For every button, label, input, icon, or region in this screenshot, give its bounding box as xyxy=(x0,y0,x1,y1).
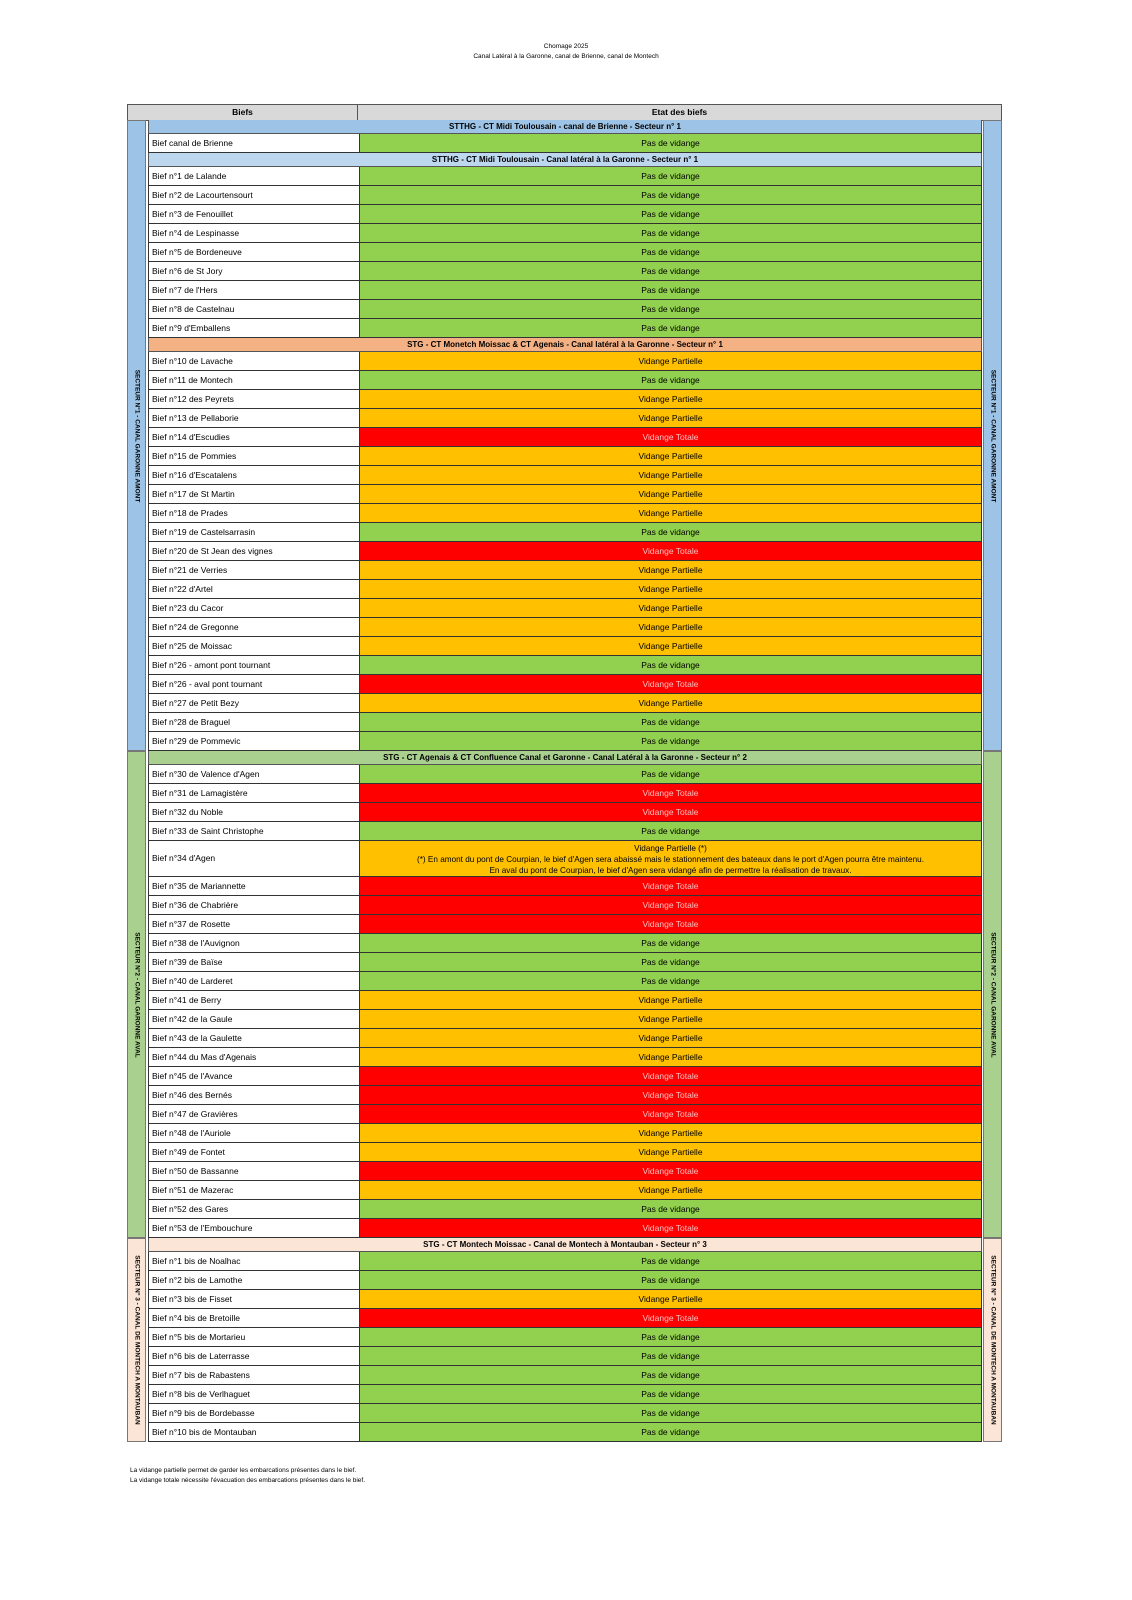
bief-state-label: Vidange Partielle (*) xyxy=(634,844,707,853)
table-row xyxy=(148,224,982,243)
bief-state xyxy=(360,841,982,877)
bief-name: Bief n°8 bis de Verlhaguet xyxy=(148,1385,360,1404)
bief-name: Bief n°6 bis de Laterrasse xyxy=(148,1347,360,1366)
bief-state: Vidange Totale xyxy=(360,542,982,561)
bief-state: Pas de vidange xyxy=(360,713,982,732)
bief-state: Pas de vidange xyxy=(360,1404,982,1423)
bief-name: Bief n°7 de l'Hers xyxy=(148,281,360,300)
bief-name: Bief n°3 bis de Fisset xyxy=(148,1290,360,1309)
bief-state: Vidange Partielle xyxy=(360,1010,982,1029)
table-row xyxy=(148,803,982,822)
bief-name: Bief n°21 de Verries xyxy=(148,561,360,580)
bief-name: Bief n°1 de Lalande xyxy=(148,167,360,186)
bief-state: Vidange Totale xyxy=(360,1309,982,1328)
bief-name: Bief n°2 bis de Lamothe xyxy=(148,1271,360,1290)
bief-state: Vidange Totale xyxy=(360,1086,982,1105)
bief-state: Pas de vidange xyxy=(360,300,982,319)
bief-name: Bief n°13 de Pellaborie xyxy=(148,409,360,428)
bief-name: Bief n°40 de Larderet xyxy=(148,972,360,991)
bief-name: Bief canal de Brienne xyxy=(148,134,360,153)
table-row xyxy=(148,991,982,1010)
bief-name: Bief n°28 de Braguel xyxy=(148,713,360,732)
table-row xyxy=(148,1200,982,1219)
bief-state: Vidange Totale xyxy=(360,1105,982,1124)
bief-name: Bief n°47 de Gravières xyxy=(148,1105,360,1124)
table-row xyxy=(148,409,982,428)
table-row xyxy=(148,1162,982,1181)
table-row xyxy=(148,953,982,972)
bief-state: Vidange Partielle xyxy=(360,618,982,637)
bief-state: Pas de vidange xyxy=(360,1347,982,1366)
table-row xyxy=(148,694,982,713)
table-row xyxy=(148,1181,982,1200)
bief-name: Bief n°23 du Cacor xyxy=(148,599,360,618)
bief-state: Pas de vidange xyxy=(360,934,982,953)
document-title-block xyxy=(0,42,1132,62)
bief-state: Pas de vidange xyxy=(360,167,982,186)
table-row xyxy=(148,167,982,186)
table-row xyxy=(148,877,982,896)
table-row xyxy=(148,300,982,319)
bief-state: Vidange Partielle xyxy=(360,694,982,713)
table-row xyxy=(148,262,982,281)
footnote-partielle: La vidange partielle permet de garder les embarcations présentes dans le bief. xyxy=(130,1467,357,1474)
bief-name: Bief n°43 de la Gaulette xyxy=(148,1029,360,1048)
bief-state: Pas de vidange xyxy=(360,243,982,262)
bief-name: Bief n°5 de Bordeneuve xyxy=(148,243,360,262)
bief-name: Bief n°4 de Lespinasse xyxy=(148,224,360,243)
bief-state: Pas de vidange xyxy=(360,134,982,153)
bief-name: Bief n°48 de l'Auriole xyxy=(148,1124,360,1143)
bief-state: Vidange Partielle xyxy=(360,637,982,656)
bief-name: Bief n°29 de Pommevic xyxy=(148,732,360,751)
bief-state: Vidange Totale xyxy=(360,784,982,803)
bief-state: Vidange Totale xyxy=(360,1067,982,1086)
bief-state: Vidange Partielle xyxy=(360,504,982,523)
table-row xyxy=(148,205,982,224)
bief-name: Bief n°2 de Lacourtensourt xyxy=(148,186,360,205)
bief-state: Pas de vidange xyxy=(360,972,982,991)
table-row xyxy=(148,915,982,934)
bief-state: Vidange Partielle xyxy=(360,447,982,466)
bief-state: Vidange Totale xyxy=(360,428,982,447)
bief-name: Bief n°53 de l'Embouchure xyxy=(148,1219,360,1238)
table-row xyxy=(148,466,982,485)
table-row xyxy=(148,1105,982,1124)
group-header: STTHG - CT Midi Toulousain - canal de Brienne - Secteur n° 1 xyxy=(148,120,982,134)
table-row xyxy=(148,281,982,300)
table-row xyxy=(148,1309,982,1328)
bief-state-note: En aval du pont de Courpian, le bief d'Agen sera vidangé afin de permettre la réalisation de travaux. xyxy=(489,866,852,875)
bief-name: Bief n°49 de Fontet xyxy=(148,1143,360,1162)
table-row xyxy=(148,841,982,877)
table-row xyxy=(148,1029,982,1048)
bief-state: Vidange Totale xyxy=(360,675,982,694)
footnote-totale: La vidange totale nécessite l'évacuation des embarcations présentes dans le bief. xyxy=(130,1477,366,1484)
sector-3 xyxy=(127,1238,1002,1442)
table-row xyxy=(148,675,982,694)
table-row xyxy=(148,1010,982,1029)
sector-band-right xyxy=(983,751,1002,1238)
table-row xyxy=(148,1086,982,1105)
bief-name: Bief n°18 de Prades xyxy=(148,504,360,523)
table-row xyxy=(148,1385,982,1404)
bief-state: Vidange Partielle xyxy=(360,580,982,599)
bief-state: Pas de vidange xyxy=(360,1366,982,1385)
bief-name: Bief n°34 d'Agen xyxy=(148,841,360,877)
bief-state: Pas de vidange xyxy=(360,319,982,338)
sector-band-left xyxy=(127,120,146,751)
bief-name: Bief n°15 de Pommies xyxy=(148,447,360,466)
table-row xyxy=(148,371,982,390)
sector-body xyxy=(148,751,982,1238)
group-header: STG - CT Agenais & CT Confluence Canal et Garonne - Canal Latéral à la Garonne - Secteur n° 2 xyxy=(148,751,982,765)
table-row xyxy=(148,134,982,153)
bief-name: Bief n°36 de Chabrière xyxy=(148,896,360,915)
bief-name: Bief n°17 de St Martin xyxy=(148,485,360,504)
bief-state: Pas de vidange xyxy=(360,523,982,542)
bief-state: Pas de vidange xyxy=(360,656,982,675)
bief-name: Bief n°12 des Peyrets xyxy=(148,390,360,409)
table-row xyxy=(148,542,982,561)
bief-name: Bief n°38 de l'Auvignon xyxy=(148,934,360,953)
table-row xyxy=(148,580,982,599)
bief-state: Vidange Totale xyxy=(360,1162,982,1181)
bief-name: Bief n°45 de l'Avance xyxy=(148,1067,360,1086)
bief-state: Vidange Partielle xyxy=(360,991,982,1010)
sector-band-label: SECTEUR N° 3 - CANAL DE MONTECH A MONTAUBAN xyxy=(989,1255,996,1425)
bief-name: Bief n°20 de St Jean des vignes xyxy=(148,542,360,561)
bief-name: Bief n°9 bis de Bordebasse xyxy=(148,1404,360,1423)
table-row xyxy=(148,1252,982,1271)
footnotes xyxy=(130,1466,365,1486)
bief-name: Bief n°44 du Mas d'Agenais xyxy=(148,1048,360,1067)
bief-state: Vidange Partielle xyxy=(360,599,982,618)
bief-name: Bief n°10 de Lavache xyxy=(148,352,360,371)
bief-state: Vidange Partielle xyxy=(360,466,982,485)
bief-state: Pas de vidange xyxy=(360,765,982,784)
bief-name: Bief n°14 d'Escudies xyxy=(148,428,360,447)
document-title: Chomage 2025 xyxy=(543,43,589,50)
table-row xyxy=(148,561,982,580)
bief-name: Bief n°19 de Castelsarrasin xyxy=(148,523,360,542)
table-row xyxy=(148,637,982,656)
sector-band-left xyxy=(127,751,146,1238)
sector-band-label: SECTEUR N° 3 - CANAL DE MONTECH A MONTAUBAN xyxy=(133,1255,140,1425)
bief-name: Bief n°41 de Berry xyxy=(148,991,360,1010)
bief-state: Pas de vidange xyxy=(360,1200,982,1219)
sector-band-left xyxy=(127,1238,146,1442)
table-row xyxy=(148,1347,982,1366)
bief-name: Bief n°35 de Mariannette xyxy=(148,877,360,896)
bief-name: Bief n°52 des Gares xyxy=(148,1200,360,1219)
table-row xyxy=(148,1404,982,1423)
bief-state: Vidange Partielle xyxy=(360,1181,982,1200)
table-row xyxy=(148,1290,982,1309)
table-row xyxy=(148,934,982,953)
bief-name: Bief n°39 de Baïse xyxy=(148,953,360,972)
group-header: STTHG - CT Midi Toulousain - Canal latéral à la Garonne - Secteur n° 1 xyxy=(148,153,982,167)
bief-state: Pas de vidange xyxy=(360,732,982,751)
table-row xyxy=(148,319,982,338)
bief-state: Vidange Totale xyxy=(360,1219,982,1238)
bief-state: Vidange Totale xyxy=(360,915,982,934)
table-header xyxy=(127,104,1002,120)
bief-name: Bief n°6 de St Jory xyxy=(148,262,360,281)
bief-state: Vidange Partielle xyxy=(360,1048,982,1067)
table-row xyxy=(148,1067,982,1086)
table-row xyxy=(148,390,982,409)
bief-name: Bief n°1 bis de Noalhac xyxy=(148,1252,360,1271)
table-row xyxy=(148,732,982,751)
bief-name: Bief n°30 de Valence d'Agen xyxy=(148,765,360,784)
bief-state: Pas de vidange xyxy=(360,1271,982,1290)
sector-1 xyxy=(127,120,1002,751)
bief-state: Vidange Partielle xyxy=(360,1124,982,1143)
table-row xyxy=(148,1219,982,1238)
sector-band-label: SECTEUR N°1 - CANAL GARONNE AMONT xyxy=(133,369,140,502)
table-row xyxy=(148,523,982,542)
table-row xyxy=(148,1423,982,1442)
bief-state: Pas de vidange xyxy=(360,1328,982,1347)
bief-name: Bief n°4 bis de Bretoille xyxy=(148,1309,360,1328)
bief-state: Pas de vidange xyxy=(360,186,982,205)
column-header-etat: Etat des biefs xyxy=(357,104,1002,121)
bief-state: Vidange Partielle xyxy=(360,390,982,409)
bief-state: Pas de vidange xyxy=(360,281,982,300)
bief-name: Bief n°27 de Petit Bezy xyxy=(148,694,360,713)
table-row xyxy=(148,784,982,803)
bief-name: Bief n°37 de Rosette xyxy=(148,915,360,934)
bief-name: Bief n°46 des Bernés xyxy=(148,1086,360,1105)
document-subtitle: Canal Latéral à la Garonne, canal de Brienne, canal de Montech xyxy=(473,53,659,60)
bief-state: Vidange Partielle xyxy=(360,1290,982,1309)
table-row xyxy=(148,504,982,523)
bief-state: Vidange Partielle xyxy=(360,561,982,580)
table-row xyxy=(148,599,982,618)
sector-body xyxy=(148,1238,982,1442)
bief-name: Bief n°33 de Saint Christophe xyxy=(148,822,360,841)
bief-state: Vidange Totale xyxy=(360,896,982,915)
table-row xyxy=(148,485,982,504)
sector-band-right xyxy=(983,120,1002,751)
bief-name: Bief n°5 bis de Mortarieu xyxy=(148,1328,360,1347)
bief-state: Pas de vidange xyxy=(360,224,982,243)
bief-name: Bief n°16 d'Escatalens xyxy=(148,466,360,485)
table-row xyxy=(148,352,982,371)
sectors-container xyxy=(127,120,1002,1442)
bief-state: Pas de vidange xyxy=(360,822,982,841)
bief-name: Bief n°10 bis de Montauban xyxy=(148,1423,360,1442)
table-row xyxy=(148,243,982,262)
sector-band-right xyxy=(983,1238,1002,1442)
table-row xyxy=(148,618,982,637)
table-row xyxy=(148,1328,982,1347)
table-row xyxy=(148,1366,982,1385)
table-row xyxy=(148,447,982,466)
group-header: STG - CT Monetch Moissac & CT Agenais - Canal latéral à la Garonne - Secteur n° 1 xyxy=(148,338,982,352)
bief-state: Vidange Partielle xyxy=(360,485,982,504)
bief-name: Bief n°31 de Lamagistère xyxy=(148,784,360,803)
sector-body xyxy=(148,120,982,751)
table-row xyxy=(148,972,982,991)
bief-state: Pas de vidange xyxy=(360,262,982,281)
bief-state: Vidange Partielle xyxy=(360,409,982,428)
bief-name: Bief n°7 bis de Rabastens xyxy=(148,1366,360,1385)
bief-name: Bief n°9 d'Emballens xyxy=(148,319,360,338)
bief-name: Bief n°50 de Bassanne xyxy=(148,1162,360,1181)
bief-status-table xyxy=(127,104,1002,1442)
sector-band-label: SECTEUR N°2 - CANAL GARONNE AVAL xyxy=(133,931,140,1058)
group-header: STG - CT Montech Moissac - Canal de Montech à Montauban - Secteur n° 3 xyxy=(148,1238,982,1252)
bief-name: Bief n°3 de Fenouillet xyxy=(148,205,360,224)
bief-state: Vidange Partielle xyxy=(360,1143,982,1162)
bief-state: Pas de vidange xyxy=(360,1385,982,1404)
bief-name: Bief n°42 de la Gaule xyxy=(148,1010,360,1029)
bief-name: Bief n°26 - aval pont tournant xyxy=(148,675,360,694)
bief-state: Vidange Totale xyxy=(360,803,982,822)
column-header-biefs: Biefs xyxy=(127,104,358,121)
table-row xyxy=(148,428,982,447)
table-row xyxy=(148,1143,982,1162)
table-row xyxy=(148,1124,982,1143)
bief-state: Pas de vidange xyxy=(360,1423,982,1442)
bief-state: Vidange Totale xyxy=(360,877,982,896)
table-row xyxy=(148,186,982,205)
bief-name: Bief n°22 d'Artel xyxy=(148,580,360,599)
bief-state: Pas de vidange xyxy=(360,953,982,972)
bief-name: Bief n°8 de Castelnau xyxy=(148,300,360,319)
table-row xyxy=(148,713,982,732)
bief-name: Bief n°51 de Mazerac xyxy=(148,1181,360,1200)
bief-state: Pas de vidange xyxy=(360,371,982,390)
table-row xyxy=(148,896,982,915)
bief-state: Pas de vidange xyxy=(360,205,982,224)
bief-name: Bief n°32 du Noble xyxy=(148,803,360,822)
bief-state-note: (*) En amont du pont de Courpian, le bief d'Agen sera abaissé mais le stationnement des bateaux dans le port d'Agen pourra être maintenu. xyxy=(417,855,924,864)
sector-band-label: SECTEUR N°1 - CANAL GARONNE AMONT xyxy=(989,369,996,502)
table-row xyxy=(148,1048,982,1067)
bief-name: Bief n°25 de Moissac xyxy=(148,637,360,656)
bief-state: Vidange Partielle xyxy=(360,352,982,371)
table-row xyxy=(148,822,982,841)
table-row xyxy=(148,656,982,675)
bief-name: Bief n°26 - amont pont tournant xyxy=(148,656,360,675)
sector-band-label: SECTEUR N°2 - CANAL GARONNE AVAL xyxy=(989,931,996,1058)
bief-state: Vidange Partielle xyxy=(360,1029,982,1048)
bief-name: Bief n°11 de Montech xyxy=(148,371,360,390)
table-row xyxy=(148,765,982,784)
bief-name: Bief n°24 de Gregonne xyxy=(148,618,360,637)
table-row xyxy=(148,1271,982,1290)
sector-2 xyxy=(127,751,1002,1238)
bief-state: Pas de vidange xyxy=(360,1252,982,1271)
